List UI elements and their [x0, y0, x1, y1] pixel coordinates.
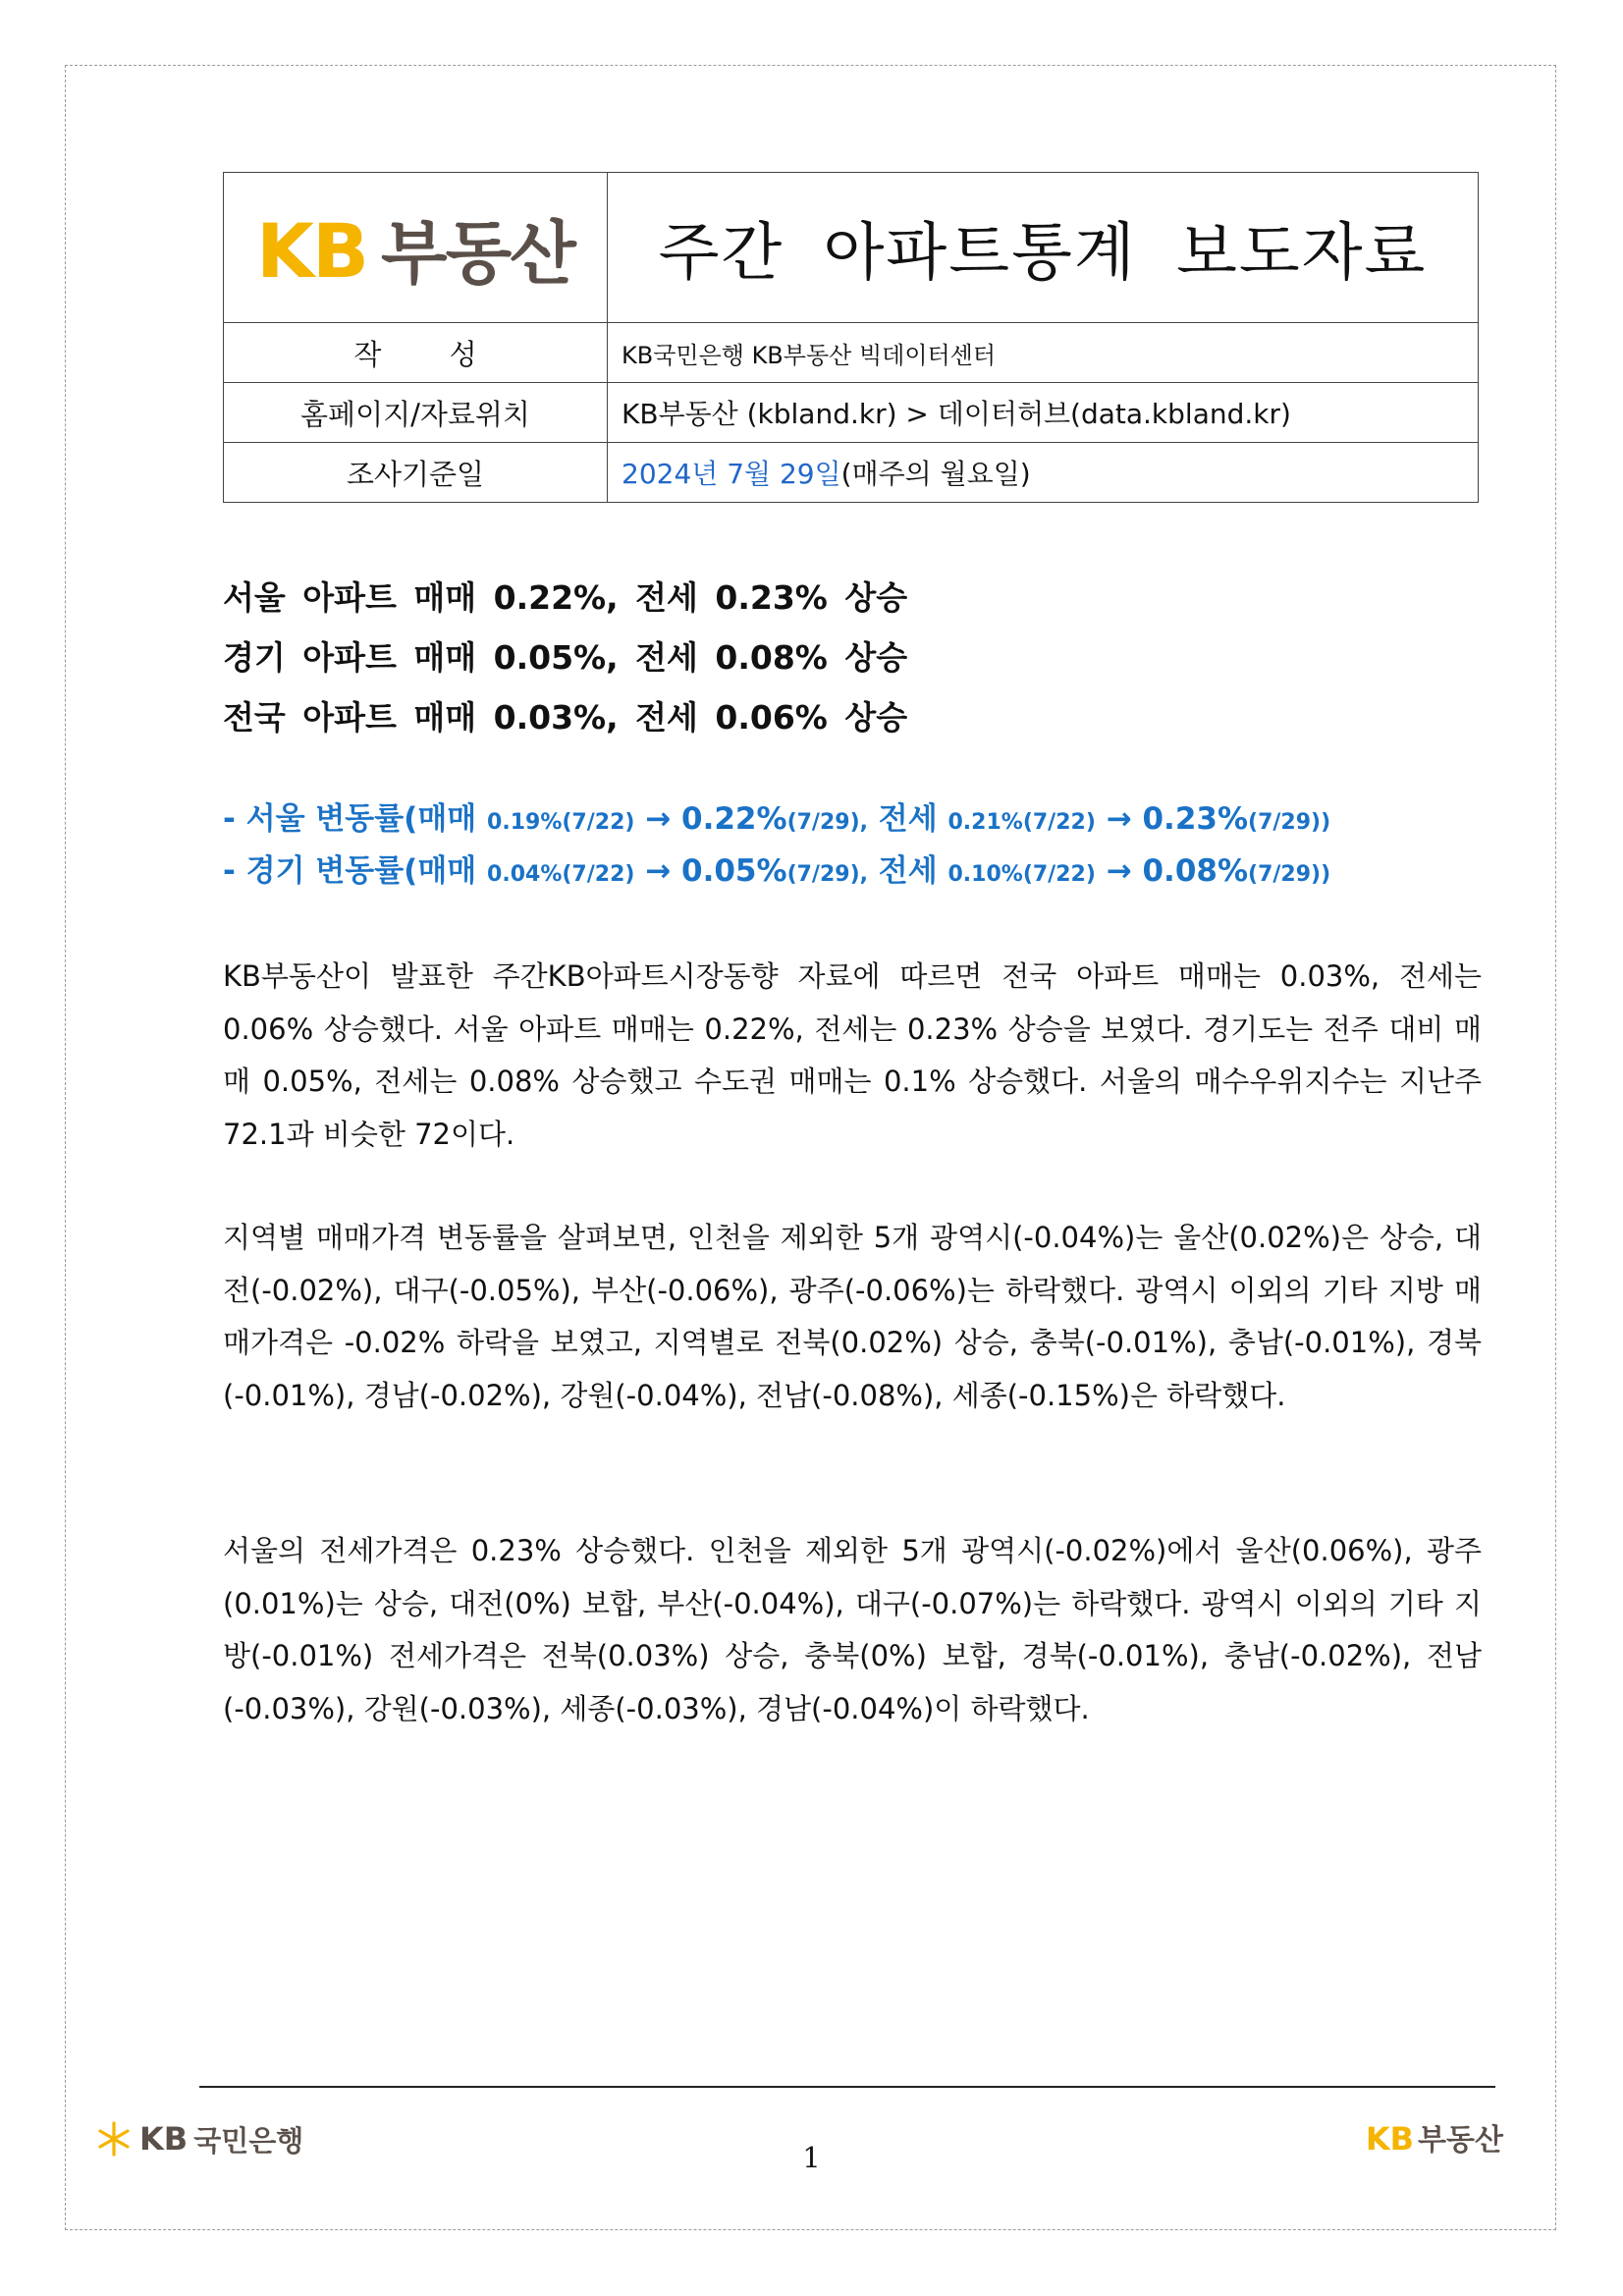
- change-line-gyeonggi: - 경기 변동률(매매 0.04%(7/22) → 0.05%(7/29), 전세 0.10%(7/22) → 0.08%(7/29)): [223, 853, 1331, 889]
- arrow-icon: →: [1106, 853, 1132, 889]
- kb-real-estate-footer-logo: KB 부동산: [1365, 2120, 1503, 2158]
- homepage-value: KB부동산 (kbland.kr) > 데이터허브(data.kbland.kr): [608, 383, 1479, 443]
- logo-name: 부동산: [380, 212, 574, 294]
- change-rates: [223, 793, 1489, 898]
- kb-real-estate-logo: [224, 173, 608, 323]
- headlines: [223, 568, 1480, 747]
- homepage-label: 홈페이지/자료위치: [224, 383, 608, 443]
- change-line-seoul: - 서울 변동률(매매 0.19%(7/22) → 0.22%(7/29), 전세 0.21%(7/22) → 0.23%(7/29)): [223, 801, 1331, 837]
- arrow-icon: →: [645, 801, 672, 837]
- author-label: 작 성: [224, 323, 608, 383]
- paragraph-sale-prices: 지역별 매매가격 변동률을 살펴보면, 인천을 제외한 5개 광역시(-0.04%)는 울산(0.02%)은 상승, 대전(-0.02%), 대구(-0.05%), 부산(-0.06%), 광주(-0.06%)는 하락했다. 광역시 이외의 기타 지방 매매가격은 -0.02% 하락을 보였고, 지역별로 전북(0.02%) 상승, 충북(-0.01%), 충남(-0.01%), 경북(-0.01%), 경남(-0.02%), 강원(-0.04%), 전남(-0.08%), 세종(-0.15%)은 하락했다.: [223, 1221, 1482, 1412]
- headline-seoul: 서울 아파트 매매 0.22%, 전세 0.23% 상승: [223, 578, 908, 617]
- footer-divider: [199, 2086, 1495, 2088]
- author-value: KB국민은행 KB부동산 빅데이터센터: [608, 323, 1479, 383]
- logo-kb: KB: [256, 206, 367, 295]
- header-table: [223, 172, 1479, 503]
- paragraph-jeonse-prices: 서울의 전세가격은 0.23% 상승했다. 인천을 제외한 5개 광역시(-0.02%)에서 울산(0.06%), 광주(0.01%)는 상승, 대전(0%) 보합, 부산(-0.04%), 대구(-0.07%)는 하락했다. 광역시 이외의 기타 지방(-0.01%) 전세가격은 전북(0.03%) 상승, 충북(0%) 보합, 경북(-0.01%), 충남(-0.02%), 전남(-0.03%), 강원(-0.03%), 세종(-0.03%), 경남(-0.04%)이 하락했다.: [223, 1534, 1482, 1725]
- arrow-icon: →: [645, 853, 672, 889]
- survey-date-value: [608, 443, 1479, 503]
- arrow-icon: →: [1106, 801, 1132, 837]
- page-number: 1: [802, 2141, 821, 2174]
- headline-national: 전국 아파트 매매 0.03%, 전세 0.06% 상승: [223, 698, 908, 737]
- paragraph-summary: KB부동산이 발표한 주간KB아파트시장동향 자료에 따르면 전국 아파트 매매는 0.03%, 전세는 0.06% 상승했다. 서울 아파트 매매는 0.22%, 전세는 0.23% 상승을 보였다. 경기도는 전주 대비 매매 0.05%, 전세는 0.08% 상승했고 수도권 매매는 0.1% 상승했다. 서울의 매수우위지수는 지난주 72.1과 비슷한 72이다.: [223, 959, 1482, 1151]
- survey-date-note: (매주의 월요일): [840, 458, 1031, 490]
- document-title: 주간 아파트통계 보도자료: [608, 173, 1479, 323]
- survey-date-label: 조사기준일: [224, 443, 608, 503]
- survey-date: 2024년 7월 29일: [622, 458, 841, 490]
- kb-bank-logo: KB 국민은행: [94, 2117, 303, 2160]
- headline-gyeonggi: 경기 아파트 매매 0.05%, 전세 0.08% 상승: [223, 638, 908, 677]
